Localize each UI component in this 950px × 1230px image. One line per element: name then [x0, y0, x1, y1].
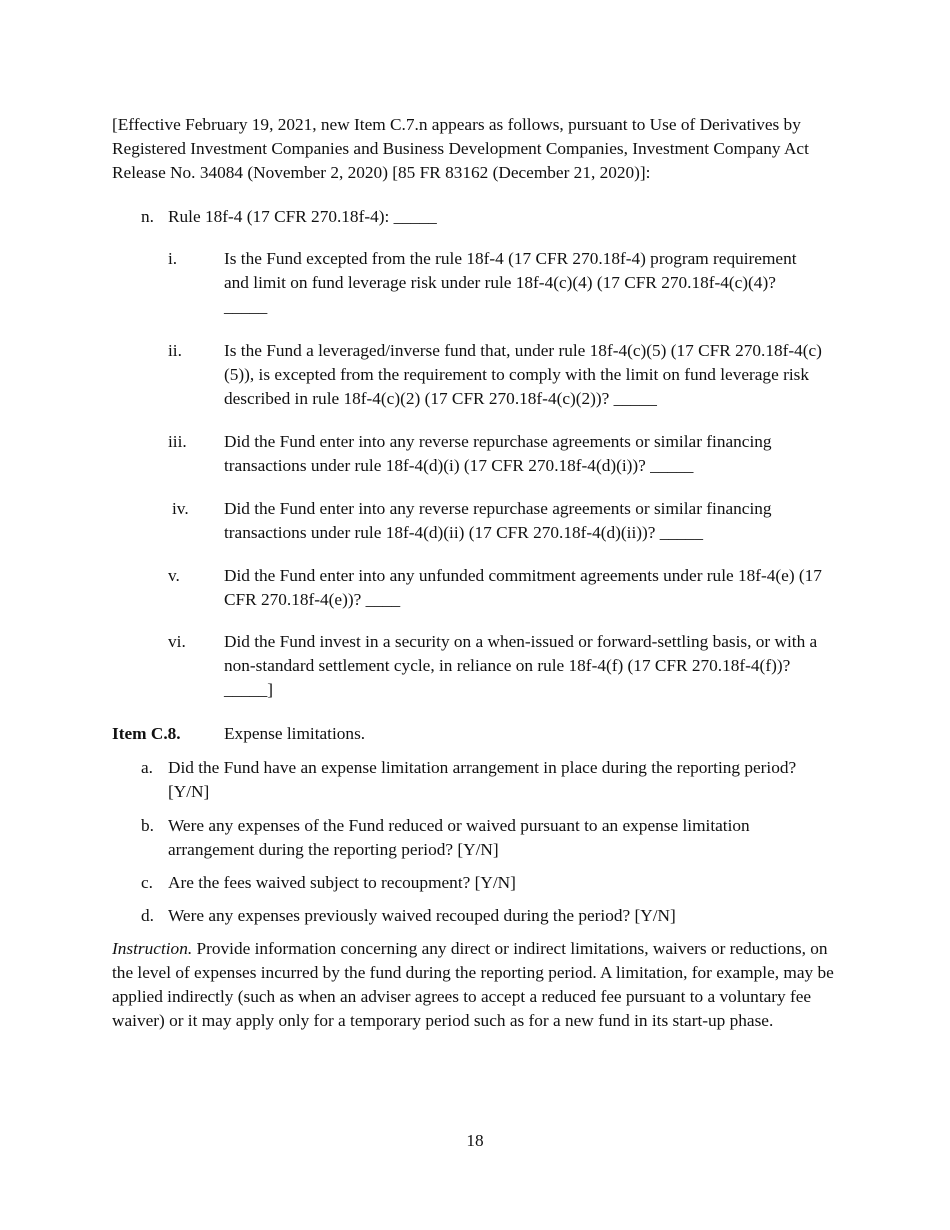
sub-item-label: iii. [168, 432, 187, 451]
c8-item-label: c. [141, 873, 153, 892]
sub-item-text: Did the Fund enter into any reverse repurchase agreements or similar financing transactions under rule 18f-4(d)(ii) (17 CFR 270.18f-4(d)(ii))? _____ [224, 499, 772, 542]
c8-item-label: b. [141, 816, 154, 835]
sub-item-label: v. [168, 566, 180, 585]
instruction-label: Instruction. [112, 939, 193, 958]
sub-item-text: Is the Fund excepted from the rule 18f-4 (17 CFR 270.18f-4) program requirement and limit on fund leverage risk under rule 18f-4(c)(4) (17 CFR 270.18f-4(c)(4)? _____ [224, 249, 797, 316]
item-n-label: n. [141, 207, 154, 226]
item-c8-title: Expense limitations. [224, 724, 366, 743]
c8-item-label: d. [141, 906, 154, 925]
intro-paragraph: [Effective February 19, 2021, new Item C.7.n appears as follows, pursuant to Use of Derivatives by Registered Investment Companies and Business Development Companies, Investment Company Act Release No. 34084 (November 2, 2020) [85 FR 83162 (December 21, 2020)]: [112, 115, 809, 182]
instruction-text: Provide information concerning any direct or indirect limitations, waivers or reductions, on the level of expenses incurred by the fund during the reporting period. A limitation, for example, may be applied indirectly (such as when an adviser agrees to accept a reduced fee pursuant to a voluntary fee waiver) or it may apply only for a temporary period such as for a new fund in its start-up phase. [112, 939, 834, 1030]
sub-item-text: Is the Fund a leveraged/inverse fund that, under rule 18f-4(c)(5) (17 CFR 270.18f-4(c)(5)), is excepted from the requirement to comply with the limit on fund leverage risk described in rule 18f-4(c)(2) (17 CFR 270.18f-4(c)(2))? _____ [224, 341, 822, 408]
sub-item-label: iv. [172, 499, 189, 518]
sub-item-label: i. [168, 249, 178, 268]
page-number: 18 [466, 1131, 484, 1150]
item-c8-number: Item C.8. [112, 724, 181, 743]
instruction-paragraph [112, 937, 838, 1033]
c8-item-text: Were any expenses previously waived recouped during the period? [Y/N] [168, 906, 676, 925]
c8-item-label: a. [141, 758, 153, 777]
sub-item-label: vi. [168, 632, 186, 651]
c8-item-text: Did the Fund have an expense limitation arrangement in place during the reporting period? [Y/N] [168, 758, 797, 801]
item-n-text: Rule 18f-4 (17 CFR 270.18f-4): _____ [168, 207, 437, 226]
sub-item-label: ii. [168, 341, 182, 360]
c8-item-text: Are the fees waived subject to recoupment? [Y/N] [168, 873, 516, 892]
c8-item-text: Were any expenses of the Fund reduced or waived pursuant to an expense limitation arrangement during the reporting period? [Y/N] [168, 816, 750, 859]
sub-item-text: Did the Fund enter into any unfunded commitment agreements under rule 18f-4(e) (17 CFR 270.18f-4(e))? ____ [224, 566, 822, 609]
sub-item-text: Did the Fund invest in a security on a when-issued or forward-settling basis, or with a non-standard settlement cycle, in reliance on rule 18f-4(f) (17 CFR 270.18f-4(f))? _____] [224, 632, 818, 699]
sub-item-text: Did the Fund enter into any reverse repurchase agreements or similar financing transactions under rule 18f-4(d)(i) (17 CFR 270.18f-4(d)(i))? _____ [224, 432, 772, 475]
